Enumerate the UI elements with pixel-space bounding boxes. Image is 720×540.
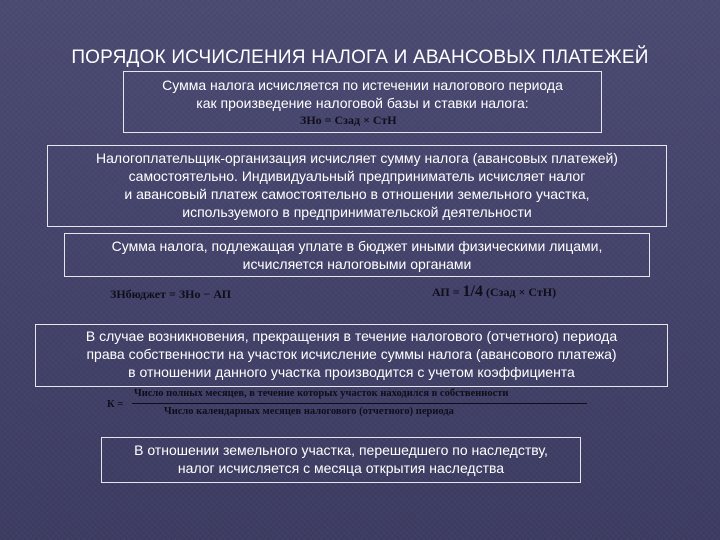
tax-formula: ЗНо = Сзад × СтН	[300, 113, 397, 127]
coefficient-lhs: К =	[107, 399, 124, 410]
ownership-change-line-1: В случае возникновения, прекращения в течение налогового (отчетного) периода	[85, 328, 618, 344]
self-calculation-box	[47, 145, 667, 227]
inheritance-line-2: налог исчисляется с месяца открытия наследства	[177, 460, 505, 476]
ownership-change-line-2: права собственности на участок исчисление суммы налога (авансового платежа)	[86, 346, 617, 362]
advance-payment-lhs: АП =	[432, 285, 460, 299]
self-calculation-line-1: Налогоплательщик-организация исчисляет сумму налога (авансовых платежей)	[96, 150, 618, 166]
advance-payment-formula	[432, 283, 556, 301]
coefficient-denominator: Число календарных месяцев налогового (отчетного) периода	[164, 406, 454, 417]
self-calculation-line-4: используемого в предпринимательской деятельности	[182, 204, 532, 220]
tax-calculation-line-1: Сумма налога исчисляется по истечении налогового периода	[162, 77, 563, 93]
tax-authority-line-1: Сумма налога, подлежащая уплате в бюджет иными физическими лицами,	[111, 238, 603, 254]
advance-payment-rhs: (Сзад × СтН)	[486, 285, 557, 299]
inheritance-line-1: В отношении земельного участка, перешедшего по наследству,	[134, 442, 548, 458]
tax-calculation-line-2: как произведение налоговой базы и ставки налога:	[196, 95, 529, 111]
coefficient-numerator: Число полных месяцев, в течение которых участок находился в собственности	[134, 388, 509, 399]
ownership-change-box	[35, 324, 668, 387]
fraction-bar	[132, 403, 587, 404]
advance-payment-fraction: 1/4	[462, 283, 483, 300]
inheritance-box	[101, 437, 581, 483]
ownership-change-line-3: в отношении данного участка производится с учетом коэффициента	[128, 364, 575, 380]
self-calculation-line-3: и авансовый платеж самостоятельно в отношении земельного участка,	[124, 186, 590, 202]
self-calculation-line-2: самостоятельно. Индивидуальный предприниматель исчисляет налог	[128, 168, 586, 184]
budget-tax-formula: ЗНбюджет = ЗНо − АП	[110, 287, 232, 301]
tax-authority-line-2: исчисляется налоговыми органами	[242, 256, 472, 272]
slide-title: ПОРЯДОК ИСЧИСЛЕНИЯ НАЛОГА И АВАНСОВЫХ ПЛАТЕЖЕЙ	[71, 47, 649, 68]
tax-authority-calculation-box	[64, 233, 650, 277]
